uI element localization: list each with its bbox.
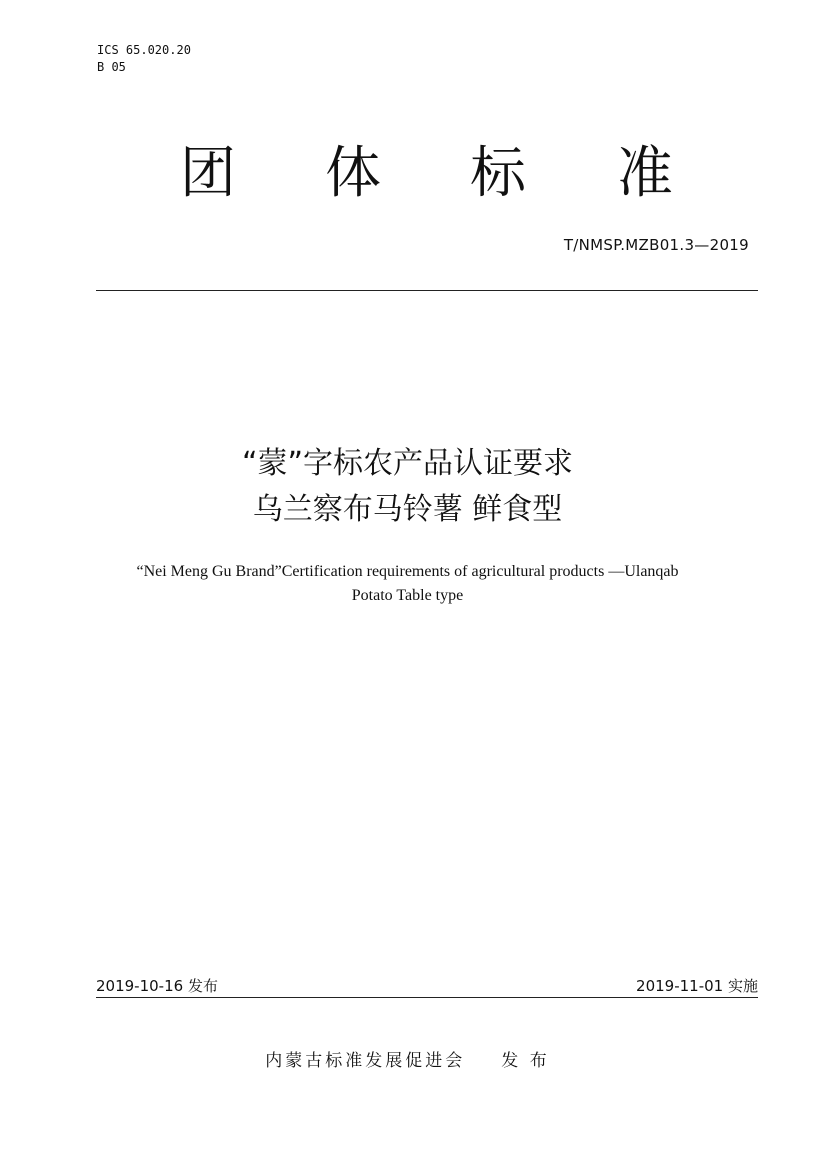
chinese-title [0,441,815,533]
date-row [96,975,758,998]
implementation-date: 2019-11-01 实施 [636,977,758,995]
standard-number: T/NMSP.MZB01.3—2019 [563,236,749,254]
publisher-name: 内蒙古标准发展促进会 [265,1051,466,1071]
chinese-title-line-2: 乌兰察布马铃薯 鲜食型 [252,492,563,527]
publisher-line [0,1046,815,1071]
ics-code: ICS 65.020.20 [97,43,191,57]
doc-type-char-3: 标 [470,141,526,206]
english-title [60,560,755,608]
english-title-line-2: Potato Table type [351,587,464,604]
doc-type-char-4: 准 [617,141,673,206]
doc-type-char-1: 团 [180,141,236,206]
ccs-code: B 05 [97,60,126,74]
document-type-heading [180,138,680,210]
doc-type-char-2: 体 [325,141,381,206]
header-divider [96,290,758,291]
publish-action: 发 布 [501,1051,550,1071]
chinese-title-line-1: “蒙”字标农产品认证要求 [241,446,574,481]
classification-codes [97,42,191,76]
english-title-line-1: “Nei Meng Gu Brand”Certification requirements of agricultural products —Ulanqab [136,563,679,580]
issue-date: 2019-10-16 发布 [96,977,218,995]
